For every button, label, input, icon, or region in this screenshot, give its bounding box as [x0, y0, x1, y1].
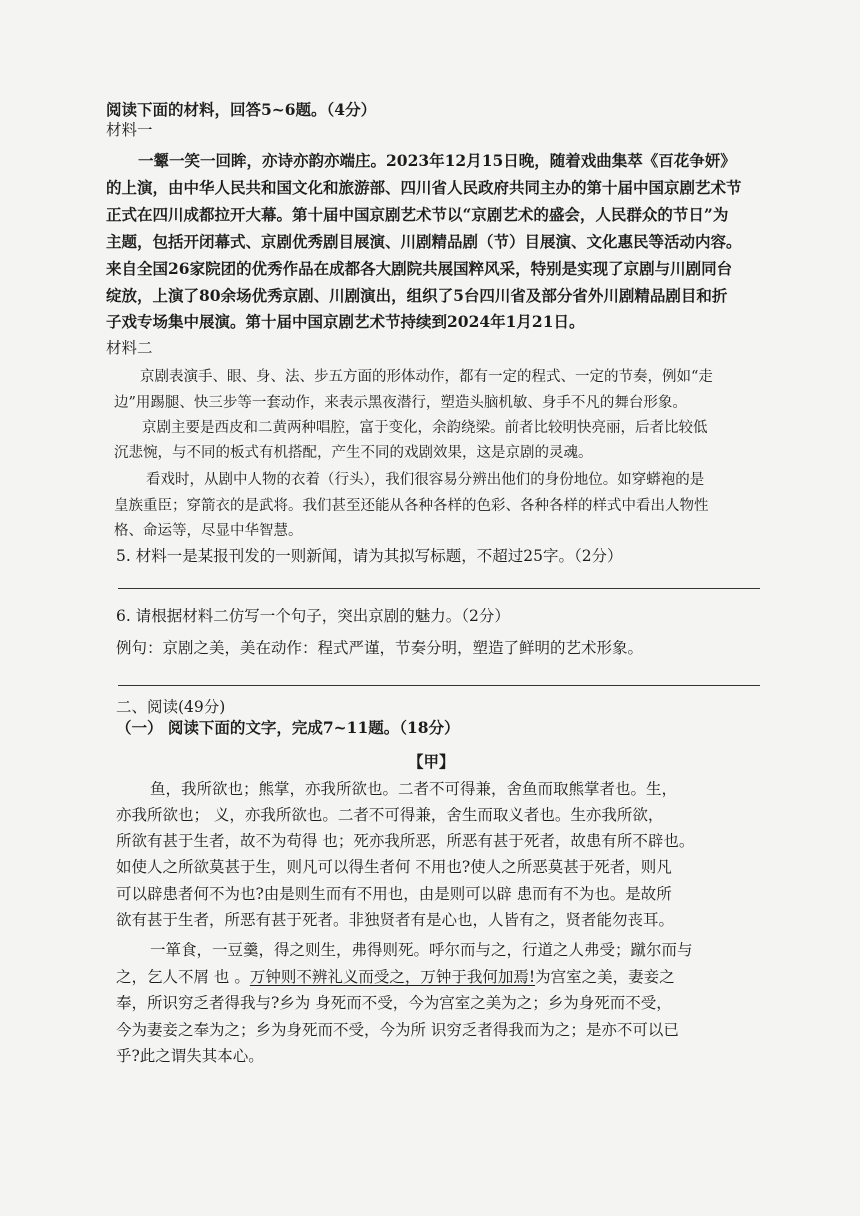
material2-line: 皇族重臣；穿箭衣的是武将。我们甚至还能从各种各样的色彩、各种各样的样式中看出人物性 — [114, 498, 709, 514]
material2-line: 看戏时，从剧中人物的衣着（行头），我们很容易分辨出他们的身份地位。如穿蟒袍的是 — [146, 472, 705, 488]
passage-line: 一箪食，一豆羹，得之则生，弗得则死。呼尔而与之，行道之人弗受；蹴尔而与 — [150, 941, 693, 959]
material2-line: 京剧表演手、眼、身、法、步五方面的形体动作，都有一定的程式、一定的节奏，例如“走 — [140, 369, 713, 385]
material1-line: 绽放，上演了80余场优秀京剧、川剧演出，组织了5台四川省及部分省外川剧精品剧目和折 — [106, 286, 728, 305]
passage-text: 之，乞人不屑 也 。 — [116, 968, 250, 986]
material1-line: 主题，包括开闭幕式、京剧优秀剧目展演、川剧精品剧（节）目展演、文化惠民等活动内容。 — [106, 232, 742, 251]
material2-line: 沉悲惋，与不同的板式有机搭配，产生不同的戏剧效果，这是京剧的灵魂。 — [114, 445, 593, 461]
underlined-sentence: 万钟则不辨礼义而受之，万钟于我何加焉! — [249, 968, 536, 986]
material1-line: 一颦一笑一回眸，亦诗亦韵亦端庄。2023年12月15日晚，随着戏曲集萃《百花争妍》 — [138, 151, 736, 170]
material1-line: 正式在四川成都拉开大幕。第十届中国京剧艺术节以“京剧艺术的盛会，人民群众的节日”为 — [106, 205, 729, 224]
answer-line-6[interactable] — [118, 685, 760, 686]
passage-line: 奉，所识穷乏者得我与?乡为 身死而不受，今为宫室之美为之；乡为身死而不受， — [116, 994, 672, 1012]
section-2-subheading: （一） 阅读下面的文字，完成7~11题。（18分） — [116, 718, 460, 737]
passage-line: 如使人之所欲莫甚于生，则凡可以得生者何 不用也?使人之所恶莫甚于死者，则凡 — [116, 858, 672, 876]
passage-jia-label: 【甲】 — [408, 752, 455, 771]
material2-label: 材料二 — [106, 339, 153, 357]
passage-line: 可以辟患者何不为也?由是则生而有不用也，由是则可以辟 患而有不为也。是故所 — [116, 885, 672, 903]
passage-line: 今为妻妾之奉为之；乡为身死而不受，今为所 识穷乏者得我而为之；是亦不可以已 — [116, 1021, 679, 1039]
passage-line: 欲有甚于生者，所恶有甚于死者。非独贤者有是心也，人皆有之，贤者能勿丧耳。 — [116, 911, 675, 929]
material1-line: 的上演，由中华人民共和国文化和旅游部、四川省人民政府共同主办的第十届中国京剧艺术节 — [106, 178, 742, 197]
answer-line-5[interactable] — [118, 588, 760, 589]
material2-line: 边”用踢腿、快三步等一套动作，来表示黑夜潜行，塑造头脑机敏、身手不凡的舞台形象。 — [114, 395, 687, 411]
passage-line: 鱼，我所欲也；熊掌，亦我所欲也。二者不可得兼，舍鱼而取熊掌者也。生， — [150, 780, 678, 798]
material2-line: 格、命运等，尽显中华智慧。 — [114, 523, 303, 539]
question-5: 5. 材料一是某报刊发的一则新闻，请为其拟写标题，不超过25字。（2分） — [116, 547, 623, 565]
material1-label: 材料一 — [106, 121, 153, 139]
passage-line: 亦我所欲也； 义，亦我所欲也。二者不可得兼，舍生而取义者也。生亦我所欲， — [116, 806, 664, 824]
question-6-example: 例句：京剧之美，美在动作：程式严谨，节奏分明，塑造了鲜明的艺术形象。 — [116, 639, 644, 657]
passage-line: 所欲有甚于生者，故不为苟得 也；死亦我所恶，所恶有甚于死者，故患有所不辟也。 — [116, 832, 695, 850]
section-2-heading: 二、阅读(49分) — [116, 698, 226, 716]
material1-line: 来自全国26家院团的优秀作品在成都各大剧院共展国粹风采，特别是实现了京剧与川剧同台 — [106, 259, 733, 278]
question-6: 6. 请根据材料二仿写一个句子，突出京剧的魅力。（2分） — [116, 607, 510, 625]
reading-instruction: 阅读下面的材料，回答5~6题。（4分） — [106, 100, 377, 119]
material2-line: 京剧主要是西皮和二黄两种唱腔，富于变化，余韵绕梁。前者比较明快亮丽，后者比较低 — [142, 420, 708, 436]
passage-text: 为宫室之美，妻妾之 — [535, 968, 675, 986]
passage-line: 乎?此之谓失其本心。 — [116, 1047, 264, 1065]
passage-line-with-underline — [116, 967, 675, 987]
material1-line: 子戏专场集中展演。第十届中国京剧艺术节持续到2024年1月21日。 — [106, 312, 585, 331]
